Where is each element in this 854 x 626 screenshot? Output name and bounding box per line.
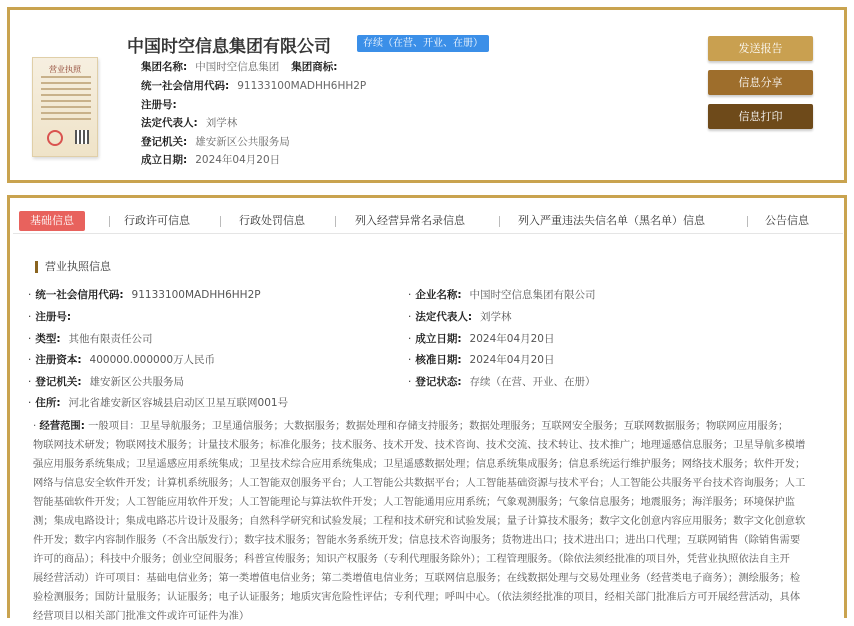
license-stamp-icon [47,130,63,146]
group-name-row [141,59,337,74]
business-scope [33,417,826,626]
founded-date-row [141,152,280,167]
print-info-button[interactable]: 信息打印 [708,104,813,129]
scope-line: 强应用服务系统集成；卫星遥感应用系统集成；卫星技术综合应用系统集成；卫星遥感数据处理；信息系统集成服务；信息系统运行维护服务；网络技术服务；软件开发； [33,458,806,470]
field-label: 注册资本: [35,354,82,366]
reg-authority-value: 雄安新区公共服务局 [195,136,290,148]
credit-code-label: 统一社会信用代码: [141,80,230,92]
field-label: 企业名称: [415,289,462,301]
field-reg-status: · 登记状态: 存续（在营、开业、在册） [408,376,596,388]
legal-rep-row [141,115,237,130]
license-text-lines [41,76,91,124]
credit-code-row [141,78,366,93]
legal-rep-value: 刘学林 [205,117,238,129]
field-value: 存续（在营、开业、在册） [469,376,596,388]
license-image-title: 营业执照 [49,65,81,74]
field-founded-date: · 成立日期: 2024年04月20日 [408,333,555,345]
license-qr-icon [75,130,89,144]
group-trademark-label: 集团商标: [291,61,338,73]
field-type: · 类型: 其他有限责任公司 [28,333,153,345]
scope-line: 展经营活动）许可项目：基础电信业务；第一类增值电信业务；第二类增值电信业务；互联网信息服务；在线数据处理与交易处理业务（经营类电子商务）；测绘服务；检 [33,572,801,584]
field-legal-rep: · 法定代表人: 刘学林 [408,311,512,323]
field-label: 成立日期: [415,333,462,345]
field-address: · 住所: 河北省雄安新区容城县启动区卫星互联网001号 [28,397,289,409]
field-reg-authority: · 登记机关: 雄安新区公共服务局 [28,376,185,388]
field-capital: · 注册资本: 400000.000000万人民币 [28,354,216,366]
field-value: 2024年04月20日 [469,333,555,345]
send-report-button[interactable]: 发送报告 [708,36,813,61]
field-value: 400000.000000万人民币 [89,354,216,366]
field-company-name: · 企业名称: 中国时空信息集团有限公司 [408,289,596,301]
tab-blacklist[interactable]: 列入严重违法失信名单（黑名单）信息 [518,214,705,227]
scope-line: 智能基础软件开发；人工智能应用软件开发；人工智能理论与算法软件开发；人工智能通用应用系统；气象观测服务；气象信息服务；地震服务；海洋服务；环境保护监 [33,496,795,508]
scope-line: 许可的商品）；科技中介服务；创业空间服务；科普宣传服务；知识产权服务（专利代理服务除外）；工程管理服务。（除依法须经批准的项目外，凭营业执照依法自主开 [33,553,790,565]
scope-line: · 经营范围: 一般项目：卫星导航服务；卫星通信服务；大数据服务；数据处理和存储支持服务；数据处理服务；互联网安全服务；互联网数据服务；物联网应用服务； [33,420,789,432]
field-label: 登记机关: [35,376,82,388]
scope-line: 经营项目以相关部门批准文件或许可证件为准） [33,610,250,622]
tab-bar [13,208,843,234]
scope-line: 物联网技术研发；物联网技术服务；计量技术服务；标准化服务；技术服务、技术开发、技术咨询、技术交流、技术转让、技术推广；地理遥感信息服务；卫星导航多模增 [33,439,806,451]
business-license-image [32,57,98,157]
field-label: 登记状态: [415,376,462,388]
reg-number-row [141,97,185,112]
field-value: 2024年04月20日 [469,354,555,366]
group-name-label: 集团名称: [141,61,188,73]
tab-divider [335,216,336,227]
tab-divider [747,216,748,227]
credit-code-value: 91133100MADHH6HH2P [237,80,367,92]
scope-label: 经营范围: [39,420,85,432]
field-value: 其他有限责任公司 [68,333,153,345]
scope-line: 验检测服务；国防计量服务；认证服务；电子认证服务；地质灾害危险性评估；专利代理；呼叫中心。（依法须经批准的项目，经相关部门批准后方可开展经营活动，具体 [33,591,801,603]
reg-authority-label: 登记机关: [141,136,188,148]
tab-divider [499,216,500,227]
field-label: 法定代表人: [415,311,473,323]
field-label: 住所: [35,397,61,409]
scope-line: 网络与信息安全软件开发；计算机系统服务；人工智能双创服务平台；人工智能公共数据平台；人工智能基础资源与技术平台；人工智能公共服务平台技术咨询服务；人工 [33,477,806,489]
scope-line: 件开发；数字内容制作服务（不含出版发行）；数字技术服务；智能水务系统开发；信息技术咨询服务；货物进出口；技术进出口；进出口代理；互联网销售（除销售需要 [33,534,801,546]
scope-line: 测；集成电路设计；集成电路芯片设计及服务；自然科学研究和试验发展；工程和技术研究和试验发展；量子计算技术服务；数字文化创意内容应用服务；数字文化创意软 [33,515,806,527]
field-value: 雄安新区公共服务局 [89,376,185,388]
tab-divider [220,216,221,227]
details-card [7,195,847,622]
tab-basic-info[interactable]: 基础信息 [19,211,85,231]
field-reg-number: · 注册号: [28,311,72,323]
tab-divider [109,216,110,227]
field-value: 91133100MADHH6HH2P [131,289,261,301]
group-name-value: 中国时空信息集团 [195,61,280,73]
founded-date-label: 成立日期: [141,154,188,166]
field-label: 注册号: [35,311,72,323]
founded-date-value: 2024年04月20日 [195,154,281,166]
field-value: 河北省雄安新区容城县启动区卫星互联网001号 [68,397,289,409]
field-approval-date: · 核准日期: 2024年04月20日 [408,354,555,366]
field-value: 刘学林 [480,311,512,323]
legal-rep-label: 法定代表人: [141,117,198,129]
reg-number-label: 注册号: [141,99,177,111]
tab-admin-license[interactable]: 行政许可信息 [124,214,190,227]
status-badge: 存续（在营、开业、在册） [357,35,489,52]
field-label: 统一社会信用代码: [35,289,124,301]
field-credit-code: · 统一社会信用代码: 91133100MADHH6HH2P [28,289,261,301]
field-label: 核准日期: [415,354,462,366]
field-value: 中国时空信息集团有限公司 [469,289,596,301]
field-label: 类型: [35,333,61,345]
reg-authority-row [141,134,290,149]
section-title: 营业执照信息 [35,261,111,273]
company-name: 中国时空信息集团有限公司 [127,37,331,57]
tab-admin-penalty[interactable]: 行政处罚信息 [239,214,305,227]
tab-abnormal-operation[interactable]: 列入经营异常名录信息 [355,214,465,227]
share-info-button[interactable]: 信息分享 [708,70,813,95]
tab-announcements[interactable]: 公告信息 [765,214,809,227]
